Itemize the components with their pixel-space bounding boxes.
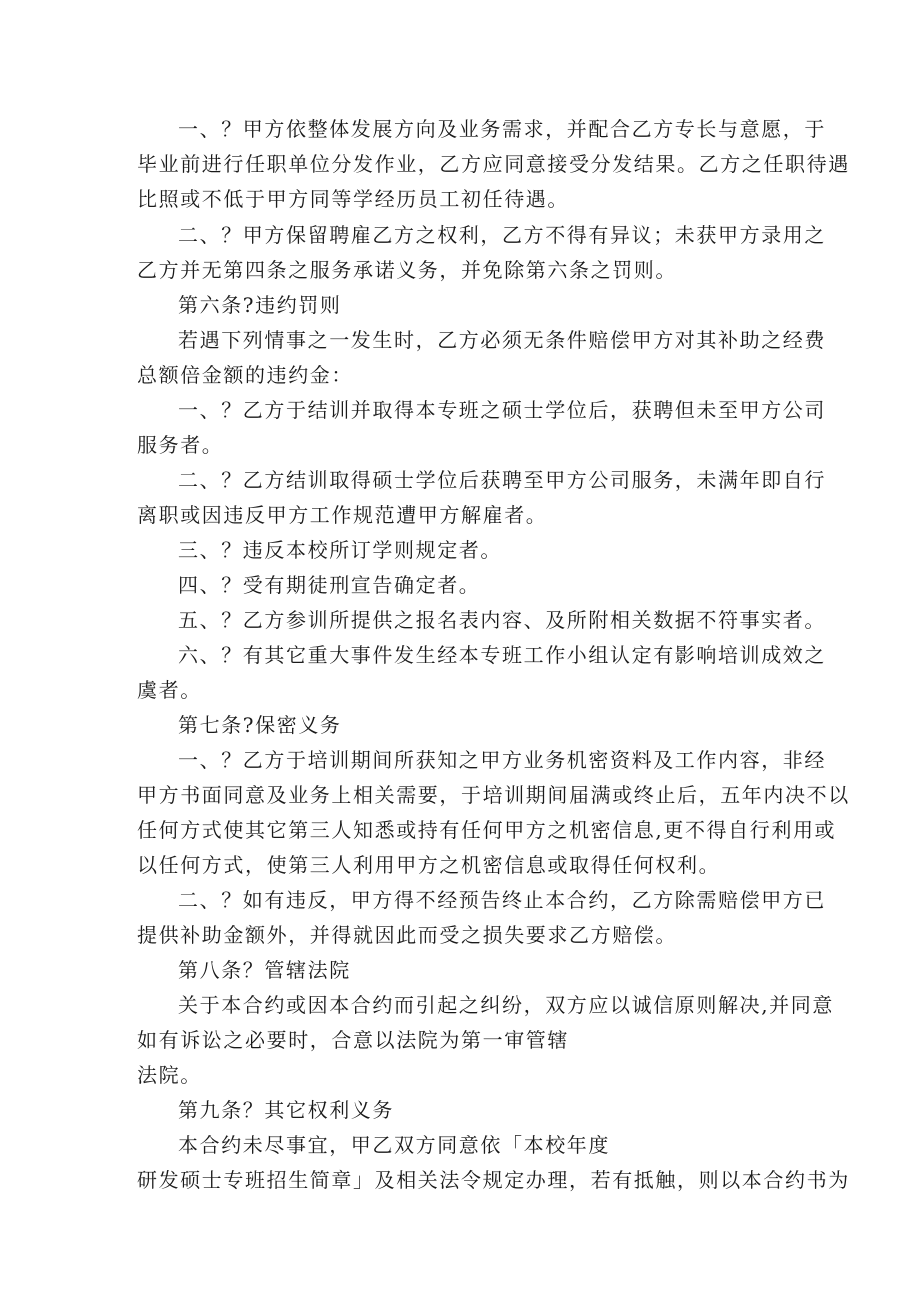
clause-6-item-6-line-1: 六、？有其它重大事件发生经本专班工作小组认定有影响培训成效之 (178, 643, 826, 667)
clause-5-item-1-line-3: 比照或不低于甲方同等学经历员工初任待遇。 (137, 187, 569, 211)
clause-9-heading: 第九条？其它权利义务 (178, 1098, 394, 1122)
clause-9-body-line-1: 本合约未尽事宜，甲乙双方同意依「本校年度 (178, 1133, 610, 1157)
clause-7-heading: 第七条?保密义务 (178, 713, 342, 737)
clause-7-item-1-line-1: 一、？乙方于培训期间所获知之甲方业务机密资料及工作内容，非经 (178, 748, 826, 772)
clause-7-item-1-line-4: 以任何方式，使第三人利用甲方之机密信息或取得任何权利。 (137, 853, 721, 877)
clause-6-item-6-line-2: 虞者。 (137, 678, 202, 702)
clause-6-item-2-line-1: 二、？乙方结训取得硕士学位后获聘至甲方公司服务，未满年即自行 (178, 468, 826, 492)
clause-6-item-1-line-1: 一、？乙方于结训并取得本专班之硕士学位后，获聘但未至甲方公司 (178, 398, 826, 422)
clause-8-body-line-3: 法院。 (137, 1063, 202, 1087)
clause-6-item-3: 三、？违反本校所订学则规定者。 (178, 538, 502, 562)
clause-5-item-2-line-1: 二、？甲方保留聘雇乙方之权利，乙方不得有异议；未获甲方录用之 (178, 223, 826, 247)
clause-6-intro-line-1: 若遇下列情事之一发生时，乙方必须无条件赔偿甲方对其补助之经费 (178, 328, 826, 352)
clause-5-item-1-line-2: 毕业前进行任职单位分发作业，乙方应同意接受分发结果。乙方之任职待遇 (137, 152, 850, 176)
clause-7-item-1-line-3: 任何方式使其它第三人知悉或持有任何甲方之机密信息,更不得自行利用或 (137, 818, 837, 842)
clause-6-heading: 第六条?违约罚则 (178, 293, 342, 317)
clause-6-item-1-line-2: 服务者。 (137, 433, 224, 457)
clause-8-heading: 第八条？管辖法院 (178, 958, 351, 982)
clause-6-item-4: 四、？受有期徒刑宣告确定者。 (178, 573, 481, 597)
clause-6-intro-line-2: 总额倍金额的违约金： (137, 363, 353, 387)
clause-9-body-line-2: 研发硕士专班招生简章」及相关法令规定办理，若有抵触，则以本合约书为 (137, 1168, 850, 1192)
clause-5-item-1-line-1: 一、？甲方依整体发展方向及业务需求，并配合乙方专长与意愿，于 (178, 117, 826, 141)
clause-5-item-2-line-2: 乙方并无第四条之服务承诺义务，并免除第六条之罚则。 (137, 258, 677, 282)
clause-7-item-2-line-2: 提供补助金额外，并得就因此而受之损失要求乙方赔偿。 (137, 923, 677, 947)
clause-7-item-1-line-2: 甲方书面同意及业务上相关需要，于培训期间届满或终止后，五年内决不以 (137, 783, 850, 807)
clause-8-body-line-1: 关于本合约或因本合约而引起之纠纷，双方应以诚信原则解决,并同意 (178, 993, 834, 1017)
clause-7-item-2-line-1: 二、？如有违反，甲方得不经预告终止本合约，乙方除需赔偿甲方已 (178, 888, 826, 912)
clause-6-item-5: 五、？乙方参训所提供之报名表内容、及所附相关数据不符事实者。 (178, 608, 826, 632)
clause-8-body-line-2: 如有诉讼之必要时，合意以法院为第一审管辖 (137, 1028, 569, 1052)
clause-6-item-2-line-2: 离职或因违反甲方工作规范遭甲方解雇者。 (137, 503, 548, 527)
